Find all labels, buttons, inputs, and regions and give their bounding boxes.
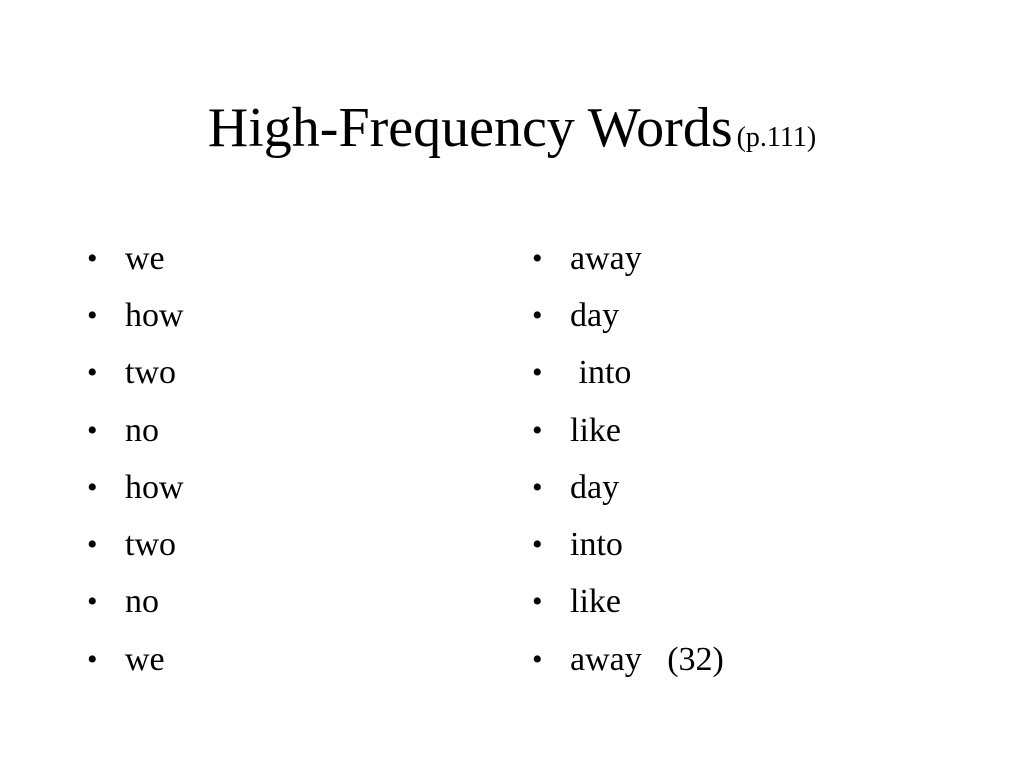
list-item [87,631,184,688]
bullet-icon: • [87,470,98,504]
word: two [125,354,176,392]
word: two [125,526,176,564]
word: into [570,354,632,392]
word: away (32) [570,640,724,678]
bullet-icon: • [532,413,543,447]
bullet-icon: • [87,241,98,275]
bullet-icon: • [532,470,543,504]
bullet-icon: • [87,528,98,562]
left-word-list [87,230,184,688]
word: like [570,411,621,449]
list-item [532,287,724,344]
word: how [125,468,184,506]
list-item [532,516,724,573]
title-page-reference: (p.111) [736,122,817,153]
bullet-icon: • [532,298,543,332]
list-item [87,459,184,516]
bullet-icon: • [532,642,543,676]
word: day [570,296,620,334]
list-item [87,402,184,459]
word: day [570,468,620,506]
bullet-icon: • [532,241,543,275]
bullet-icon: • [532,528,543,562]
word: no [125,411,159,449]
list-item [532,402,724,459]
bullet-icon: • [87,298,98,332]
list-item [87,230,184,287]
word: away [570,239,642,277]
slide-title [0,97,1024,159]
word: into [570,526,623,564]
word: how [125,296,184,334]
word: we [125,640,165,678]
list-item [532,230,724,287]
bullet-icon: • [532,356,543,390]
bullet-icon: • [87,585,98,619]
right-word-list [532,230,724,688]
list-item [87,516,184,573]
list-item [87,287,184,344]
word: we [125,239,165,277]
word: no [125,583,159,621]
bullet-icon: • [87,413,98,447]
list-item [532,574,724,631]
word: like [570,583,621,621]
list-item [87,345,184,402]
list-item [532,345,724,402]
bullet-icon: • [532,585,543,619]
list-item [532,459,724,516]
list-item [532,631,724,688]
list-item [87,574,184,631]
bullet-icon: • [87,356,98,390]
title-text: High-Frequency Words [207,97,733,159]
bullet-icon: • [87,642,98,676]
